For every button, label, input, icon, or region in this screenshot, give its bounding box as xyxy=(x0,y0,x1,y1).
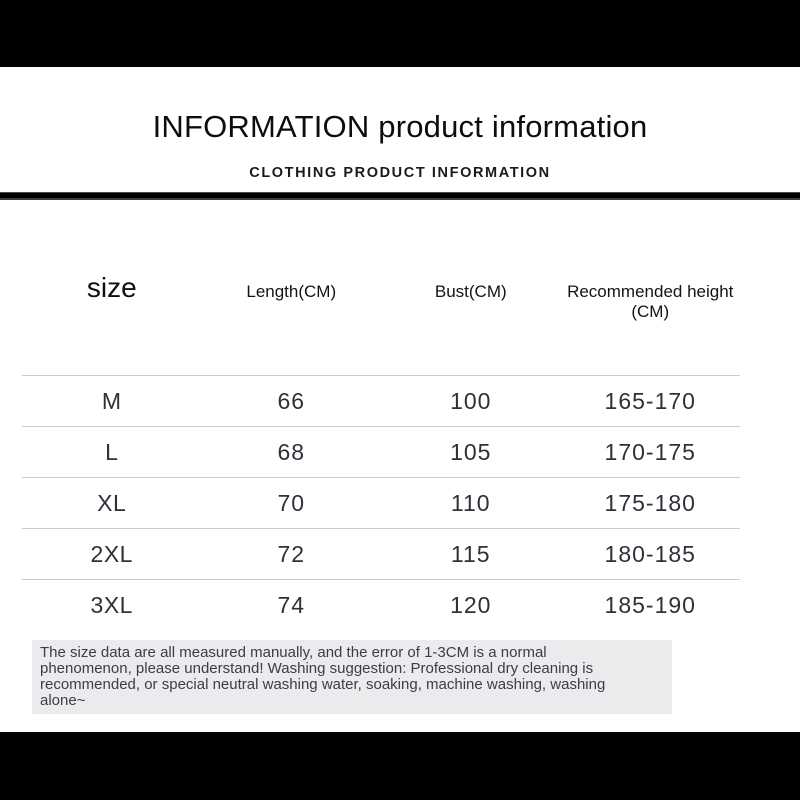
length-value: 72 xyxy=(277,540,306,567)
size-value: XL xyxy=(97,489,127,516)
table-row-xl xyxy=(22,477,740,528)
size-value: 3XL xyxy=(90,591,133,618)
column-header-length: Length(CM) xyxy=(246,282,337,301)
header-divider-line xyxy=(0,192,800,200)
column-header-bust: Bust(CM) xyxy=(434,282,507,301)
table-row-m xyxy=(22,375,740,426)
table-row-l xyxy=(22,426,740,477)
size-value: 2XL xyxy=(90,540,133,567)
column-header-recommended-height: Recommended height (CM) xyxy=(567,282,734,321)
bust-value: 100 xyxy=(450,387,492,414)
bust-value: 115 xyxy=(450,540,491,567)
page-subtitle: CLOTHING PRODUCT INFORMATION xyxy=(249,165,551,181)
height-value: 180-185 xyxy=(604,540,696,567)
height-value: 185-190 xyxy=(604,591,696,618)
size-chart-table xyxy=(22,255,740,630)
bottom-black-bar xyxy=(0,732,800,800)
length-value: 66 xyxy=(277,387,306,414)
measurement-disclaimer-note: The size data are all measured manually, and the error of 1-3CM is a normal phenomenon, please understand! Washing suggestion: Professional dry cleaning is recommended, or special neutral washing water, soaking, machine washing, washing alone~ xyxy=(32,640,672,714)
size-value: L xyxy=(105,438,119,465)
height-value: 175-180 xyxy=(604,489,696,516)
length-value: 70 xyxy=(277,489,306,516)
bust-value: 105 xyxy=(450,438,492,465)
bust-value: 110 xyxy=(450,489,491,516)
column-header-size: size xyxy=(86,272,137,303)
top-black-bar xyxy=(0,0,800,67)
table-row-2xl xyxy=(22,528,740,579)
table-row-3xl xyxy=(22,579,740,630)
length-value: 68 xyxy=(277,438,306,465)
length-value: 74 xyxy=(277,591,306,618)
size-value: M xyxy=(101,387,122,414)
height-value: 165-170 xyxy=(604,387,696,414)
bust-value: 120 xyxy=(450,591,492,618)
page-title: INFORMATION product information xyxy=(152,109,648,144)
height-value: 170-175 xyxy=(604,438,696,465)
table-header-row xyxy=(22,255,740,375)
